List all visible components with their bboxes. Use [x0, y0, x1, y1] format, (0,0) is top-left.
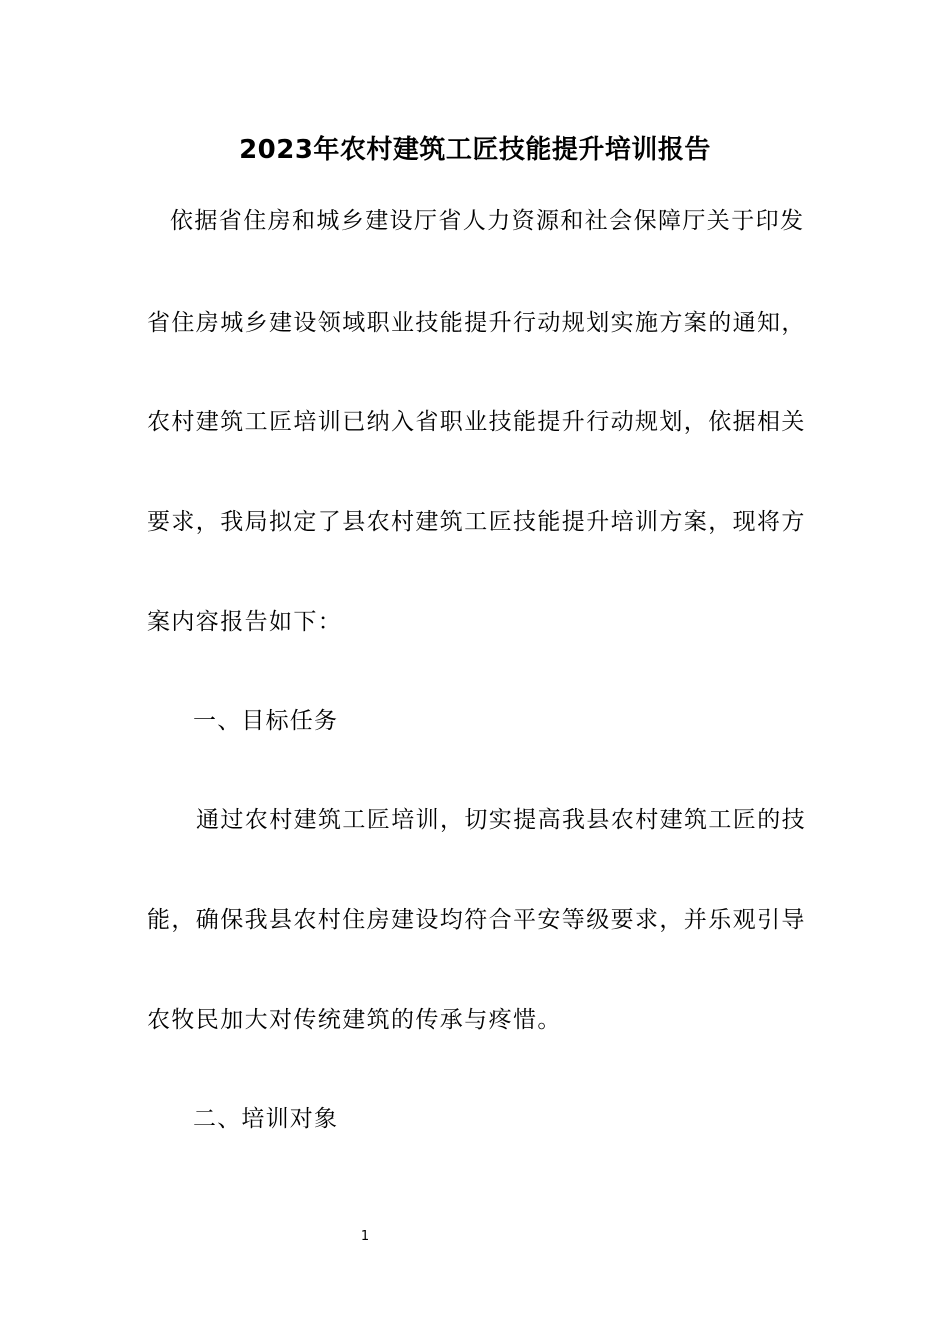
section-heading-goals: 一、目标任务: [193, 708, 339, 734]
section-heading-trainees: 二、培训对象: [193, 1106, 339, 1132]
document-title: 2023年农村建筑工匠技能提升培训报告: [239, 135, 711, 165]
paragraph-line: 农牧民加大对传统建筑的传承与疼惜。: [147, 1007, 562, 1033]
paragraph-line: 农村建筑工匠培训已纳入省职业技能提升行动规划，依据相关: [147, 409, 806, 435]
page-number: 1: [360, 1229, 370, 1244]
paragraph-line: 通过农村建筑工匠培训，切实提高我县农村建筑工匠的技: [196, 807, 806, 833]
paragraph-line: 省住房城乡建设领域职业技能提升行动规划实施方案的通知，: [147, 310, 806, 336]
paragraph-line: 依据省住房和城乡建设厅省人力资源和社会保障厅关于印发: [170, 208, 805, 234]
paragraph-line: 能，确保我县农村住房建设均符合平安等级要求，并乐观引导: [147, 907, 806, 933]
paragraph-line: 案内容报告如下：: [147, 609, 343, 635]
paragraph-line: 要求，我局拟定了县农村建筑工匠技能提升培训方案，现将方: [147, 509, 806, 535]
